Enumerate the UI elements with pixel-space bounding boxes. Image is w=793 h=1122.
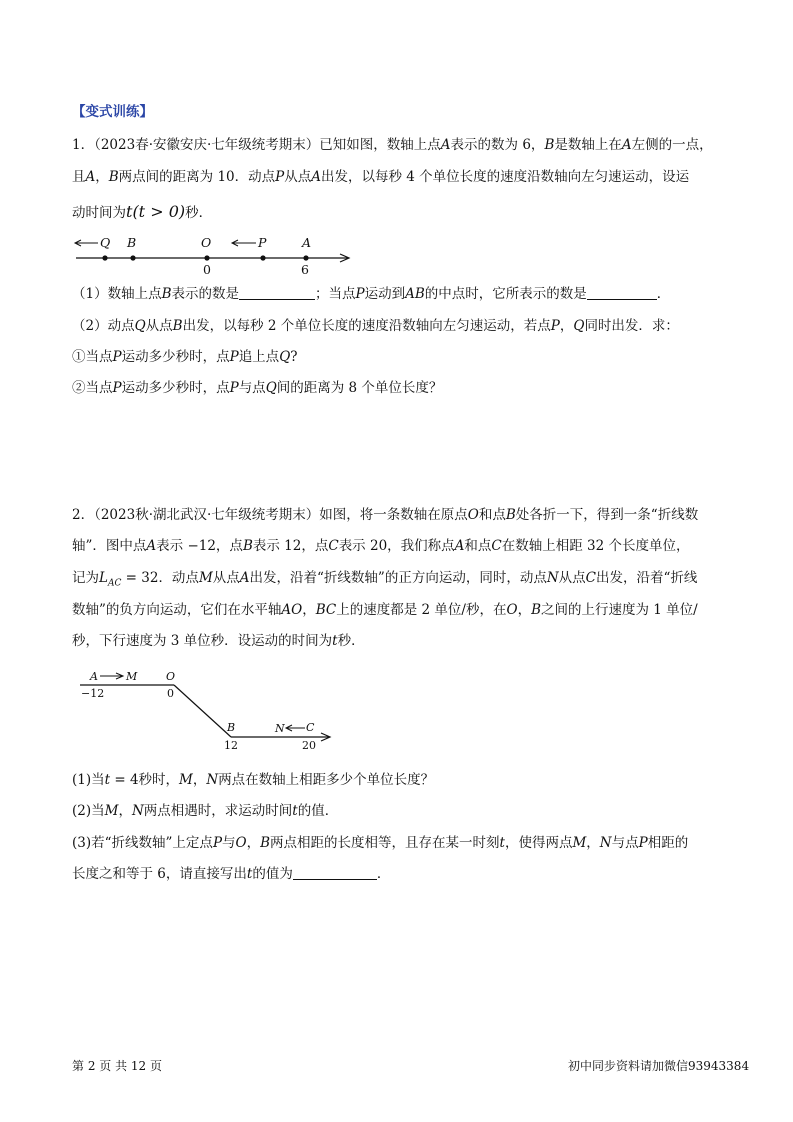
- q2-tick-20: 20: [302, 739, 316, 752]
- q2-tick-12: 12: [224, 739, 238, 752]
- q1-label-P: P: [258, 235, 267, 250]
- q1-line-3: 动时间为t(t > 0)秒．: [72, 202, 213, 221]
- q2-label-M: M: [126, 670, 138, 683]
- q2-label-C: C: [306, 721, 315, 734]
- q2-line-1: 2．（2023秋·湖北武汉·七年级统考期末）如图，将一条数轴在原点O和点B处各折一下，得到一条“折线数: [72, 507, 699, 523]
- q1-point-O: [204, 255, 209, 260]
- q1-point-B: [130, 255, 135, 260]
- q2-line-5: 秒，下行速度为 3 单位秒．设运动的时间为t秒．: [72, 633, 365, 649]
- q2-sub-3-cont: 长度之和等于 6，请直接写出t的值为 ．: [72, 866, 391, 882]
- q1-sub-1: （1）数轴上点B表示的数是 ；当点P运动到AB的中点时，它所表示的数是 ．: [72, 286, 671, 302]
- q1-line-2: 且A，B两点间的距离为 10．动点P从点A出发，以每秒 4 个单位长度的速度沿数轴向左匀速运动，设运: [72, 169, 690, 185]
- q1-sub-2: （2）动点Q从点B出发，以每秒 2 个单位长度的速度沿数轴向左匀速运动，若点P，Q同时出发．求：: [72, 318, 679, 334]
- q1-item-1: ①当点P运动多少秒时，点P追上点Q?: [72, 349, 298, 365]
- q2-label-B: B: [227, 721, 236, 734]
- q2-sub-3: (3)若“折线数轴”上定点P与O，B两点相距的长度相等，且存在某一时刻t，使得两点M，N与点P相距的: [72, 835, 689, 851]
- q1-line-1: 1．（2023春·安徽安庆·七年级统考期末）已知如图，数轴上点A表示的数为 6，B是数轴上在A左侧的一点，: [72, 137, 713, 153]
- q1-label-O: O: [201, 235, 212, 250]
- q1-point-P: [260, 255, 265, 260]
- q2-tick-0: 0: [167, 687, 174, 700]
- answer-blank-1[interactable]: [239, 285, 315, 300]
- q1-tick-6: 6: [301, 262, 309, 277]
- q1-label-Q: Q: [100, 235, 111, 250]
- q1-label-A: A: [302, 235, 312, 250]
- q2-line-2: 轴”．图中点A表示 −12，点B表示 12，点C表示 20，我们称点A和点C在数轴上相距 32 个长度单位，: [72, 538, 690, 554]
- q2-line-4: 数轴”的负方向运动，它们在水平轴AO，BC上的速度都是 2 单位/秒，在O，B之间的上行速度为 1 单位/: [72, 602, 698, 618]
- q2-label-O: O: [166, 670, 176, 683]
- footer-contact: 初中同步资料请加微信93943384: [568, 1059, 750, 1073]
- q2-sub-2: (2)当M，N两点相遇时，求运动时间t的值．: [72, 803, 339, 819]
- answer-blank-3[interactable]: [293, 865, 377, 880]
- q1-item-2: ②当点P运动多少秒时，点P与点Q间的距离为 8 个单位长度？: [72, 380, 443, 396]
- q2-folded-number-line: [76, 665, 346, 755]
- q2-label-A: A: [90, 670, 98, 683]
- answer-blank-2[interactable]: [587, 285, 657, 300]
- q1-number-line: [70, 232, 360, 280]
- q2-sub-1: (1)当t = 4秒时，M，N两点在数轴上相距多少个单位长度？: [72, 772, 435, 788]
- section-heading: 【变式训练】: [72, 104, 153, 120]
- q2-label-N: N: [275, 722, 285, 735]
- q1-tick-0: 0: [203, 262, 211, 277]
- q1-point-A: [303, 255, 308, 260]
- q1-point-Q: [102, 255, 107, 260]
- q1-label-B: B: [127, 235, 137, 250]
- q2-line-3: 记为$L_{AC} = 32$．动点M从点A出发，沿着“折线数轴”的正方向运动，同时，动点N从点C出发，沿着“折线: [72, 570, 698, 589]
- q2-tick-neg12: −12: [81, 687, 105, 700]
- page-number: 第 2 页 共 12 页: [72, 1059, 162, 1073]
